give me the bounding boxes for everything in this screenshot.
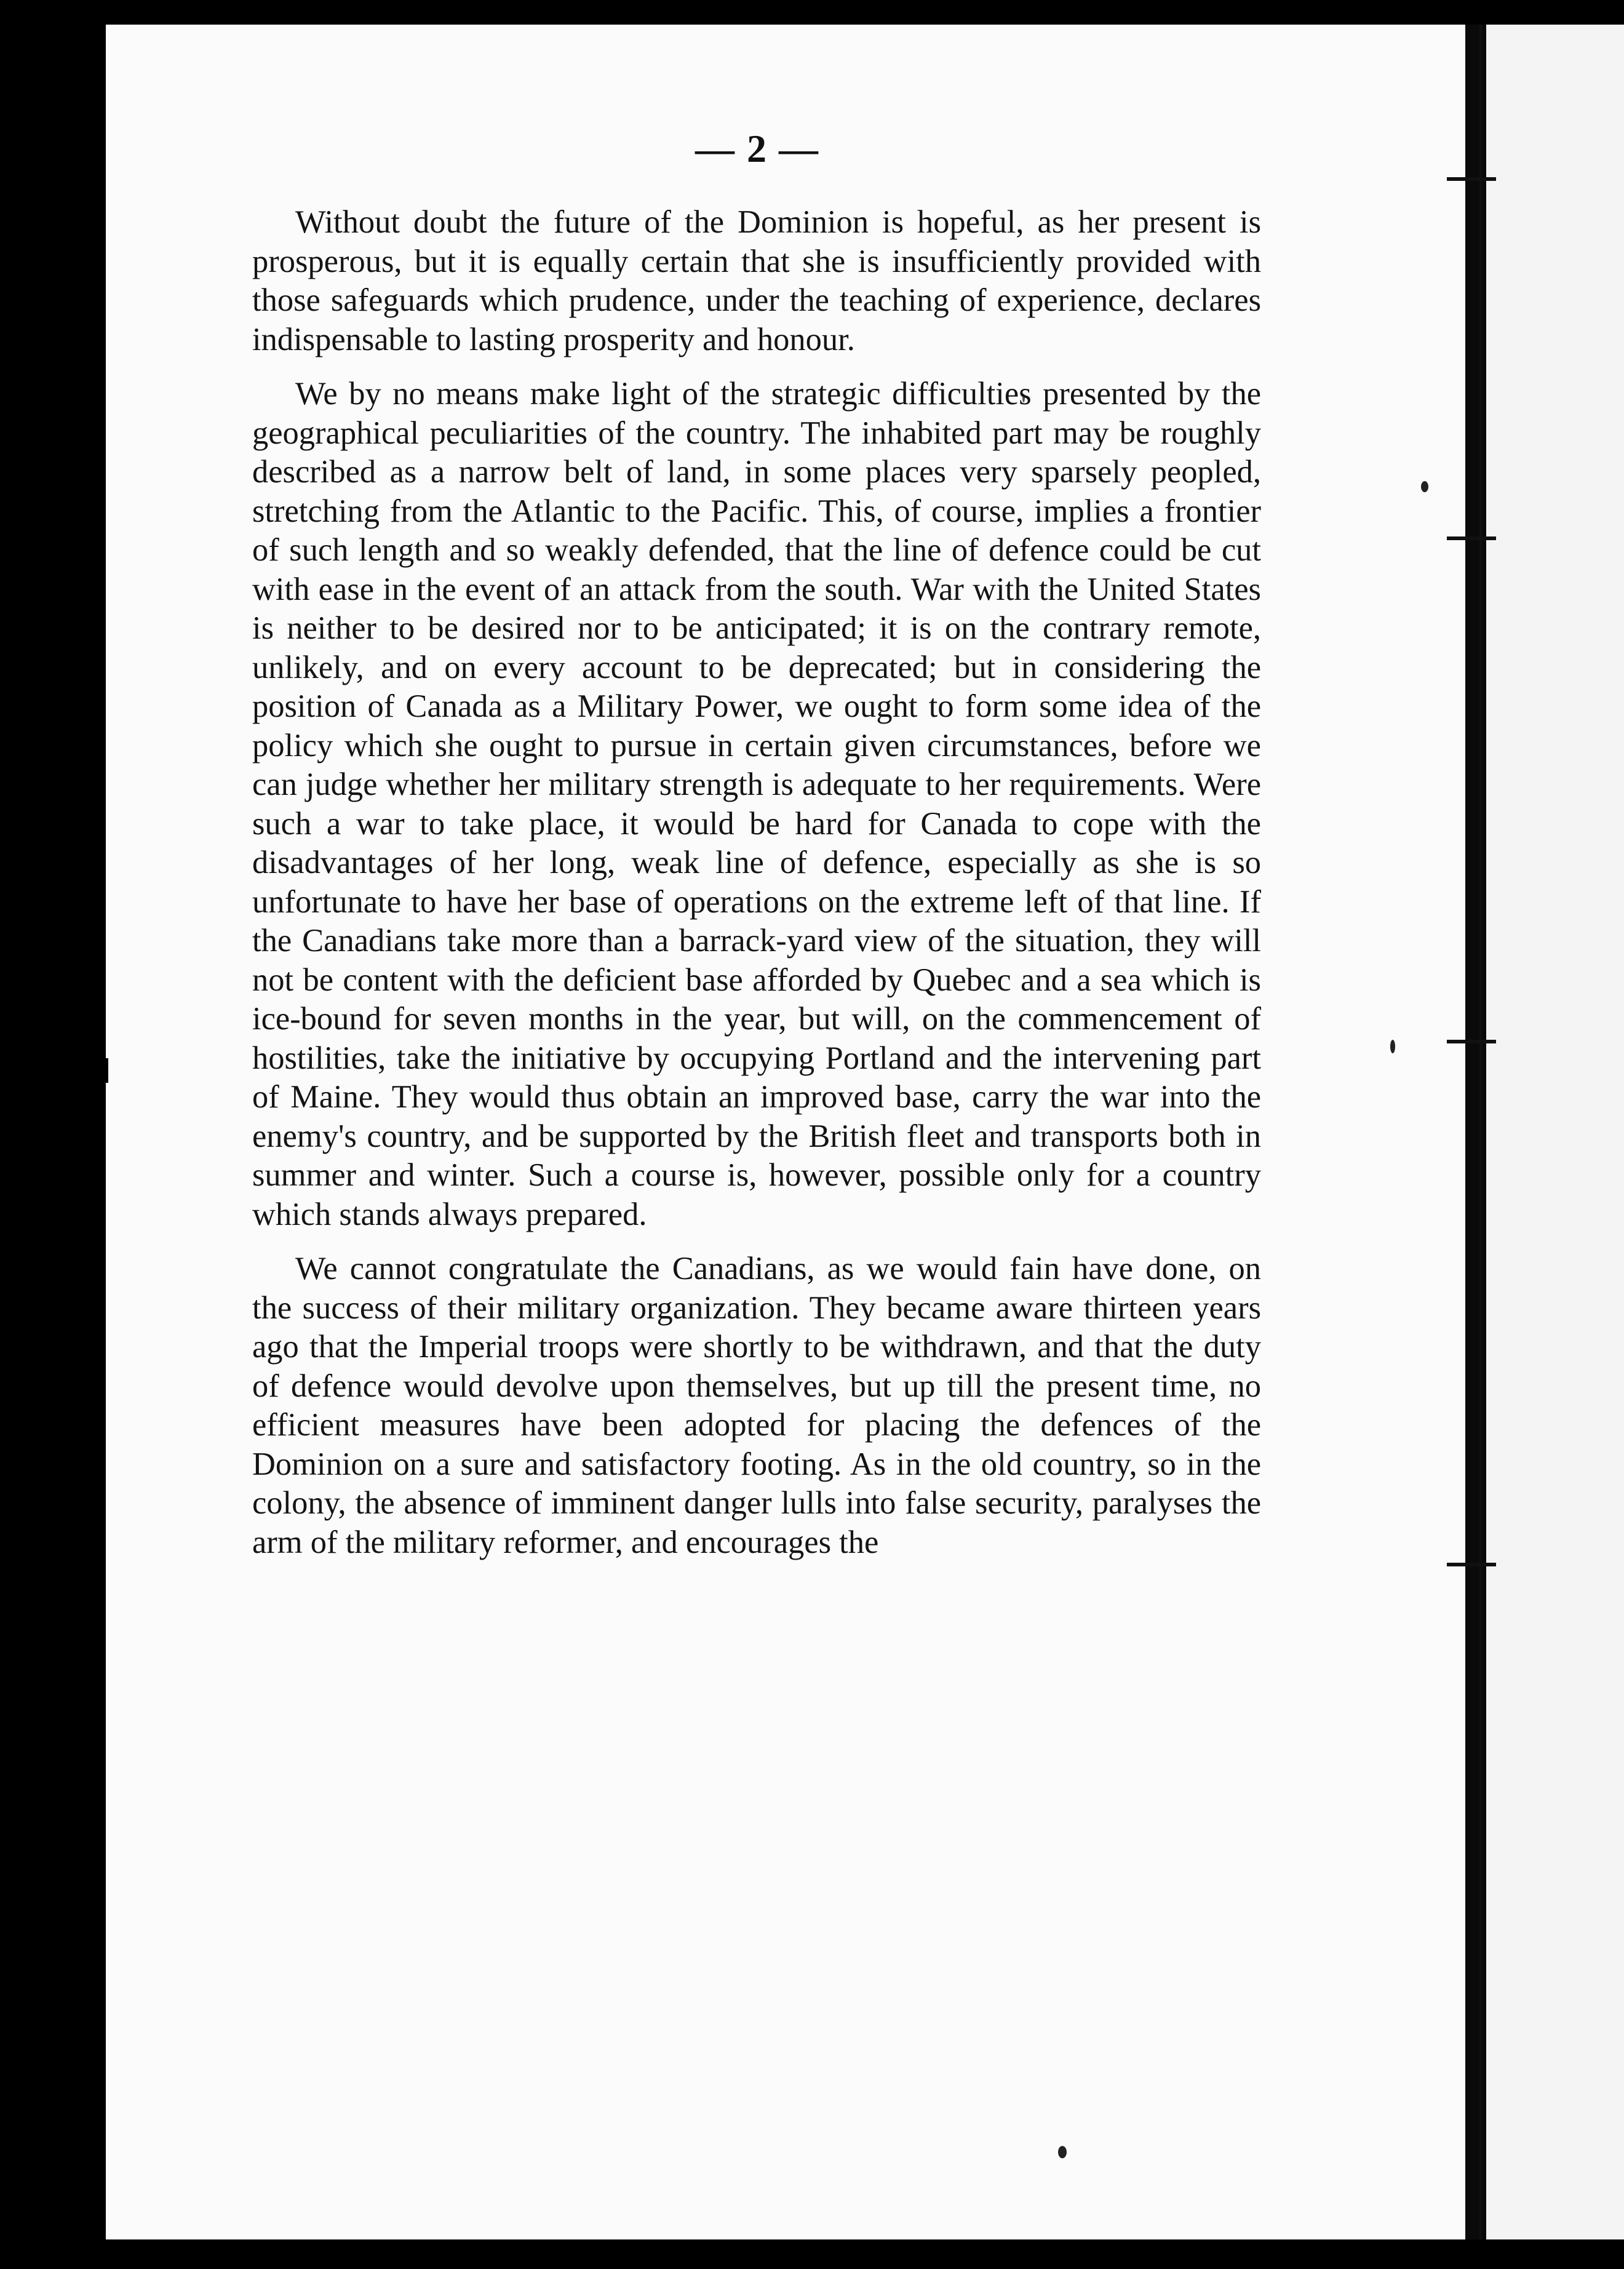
binding-stitch-mark bbox=[1447, 177, 1496, 181]
body-text bbox=[252, 203, 1261, 1577]
binding-stitch-mark bbox=[1447, 1040, 1496, 1043]
facing-page-edge bbox=[1486, 25, 1624, 2239]
binding-spine bbox=[1479, 25, 1482, 2239]
scan-speck bbox=[1058, 2146, 1067, 2158]
binding-stitch-mark bbox=[1447, 536, 1496, 540]
binding-gutter bbox=[1465, 25, 1486, 2239]
paragraph: We by no means make light of the strategic difficulties presented by the geographical peculiarities of the country. The inhabited part may be roughly described as a narrow belt of land, in some places very sparsely peopled, stretching from the Atlantic to the Pacific. This, of course, implies a frontier of such length and so weakly defended, that the line of defence could be cut with ease in the event of an attack from the south. War with the United States is neither to be desired nor to be anticipated; it is on the contrary remote, unlikely, and on every account to be deprecated; but in considering the position of Canada as a Military Power, we ought to form some idea of the policy which she ought to pursue in certain given circumstances, before we can judge whether her military strength is adequate to her requirements. Were such a war to take place, it would be hard for Canada to cope with the disadvantages of her long, weak line of defence, especially as she is so unfortunate to have her base of operations on the extreme left of that line. If the Canadians take more than a barrack-yard view of the situation, they will not be content with the deficient base afforded by Quebec and a sea which is ice-bound for seven months in the year, but will, on the commencement of hostilities, take the initiative by occupying Portland and the intervening part of Maine. They would thus obtain an improved base, carry the war into the enemy's country, and be supported by the British fleet and transports both in summer and winter. Such a course is, however, possible only for a country which stands always prepared. bbox=[252, 376, 1261, 1232]
scan-speck bbox=[1390, 1040, 1395, 1053]
paragraph: We cannot congratulate the Canadians, as we would fain have done, on the success of their military organization. They became aware thirteen years ago that the Imperial troops were shortly to be withdrawn, and that the duty of defence would devolve upon themselves, but up till the present time, no efficient measures have been adopted for placing the defences of the Dominion on a sure and satisfactory footing. As in the old country, so in the colony, the absence of imminent danger lulls into false security, paralyses the arm of the military reformer, and encourages the bbox=[252, 1251, 1261, 1560]
binding-stitch-mark bbox=[1447, 1563, 1496, 1566]
scan-edge-notch bbox=[98, 1058, 108, 1083]
scan-speck bbox=[1421, 481, 1428, 492]
paragraph: Without doubt the future of the Dominion is hopeful, as her present is prosperous, but it is equally certain that she is insufficiently provided with those safeguards which prudence, under the teaching of experience, declares indispensable to lasting prosperity and honour. bbox=[252, 204, 1261, 357]
page-number: — 2 — bbox=[695, 127, 819, 170]
